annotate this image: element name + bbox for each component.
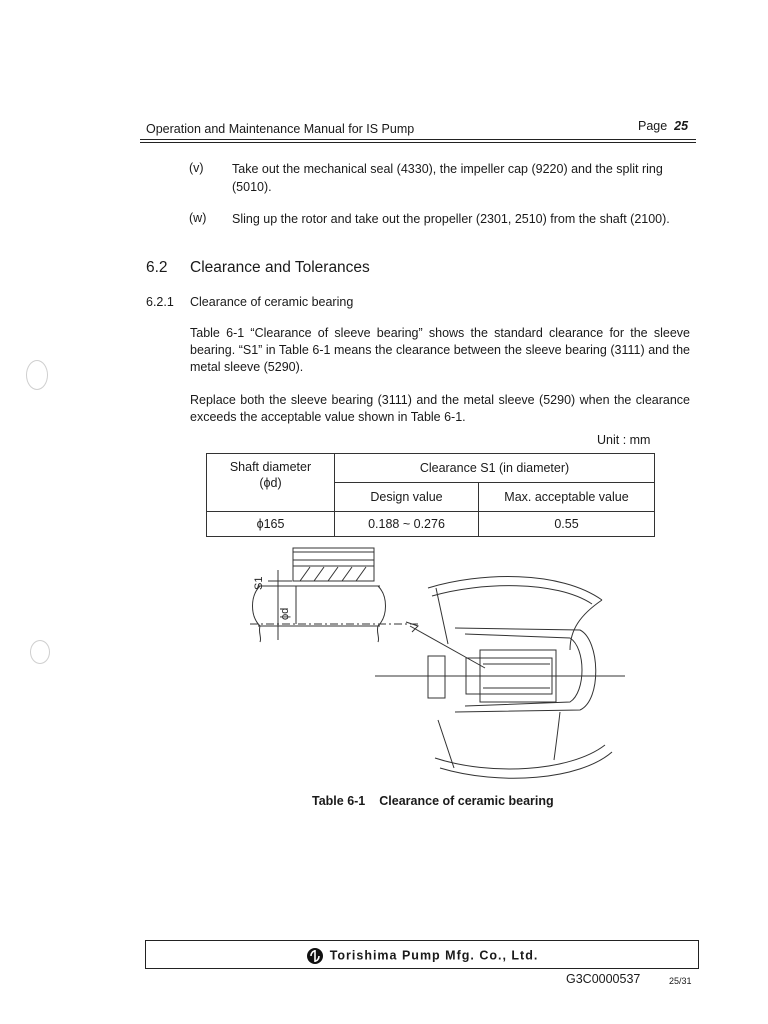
section-number: 6.2	[146, 259, 168, 276]
step-text	[232, 160, 692, 196]
punch-hole-mark	[26, 360, 48, 390]
table-cell: 0.55	[479, 512, 655, 537]
figure-label-s1: S1	[253, 576, 265, 590]
header-title: Operation and Maintenance Manual for IS Pump	[146, 122, 415, 136]
header-page	[638, 119, 688, 133]
step-line: (5010).	[232, 180, 272, 194]
punch-hole-mark	[30, 640, 50, 664]
step-text	[232, 210, 692, 228]
table-cell: ϕ165	[207, 512, 335, 537]
table-caption	[312, 794, 554, 808]
caption-number: Table 6-1	[312, 794, 366, 808]
table-header-subtext: (ϕd)	[259, 476, 282, 490]
table-header-group: Clearance S1 (in diameter)	[335, 454, 655, 483]
step-marker: (w)	[189, 211, 207, 225]
bearing-figure	[240, 540, 640, 790]
footer-company	[146, 947, 698, 965]
section-title: Clearance and Tolerances	[190, 259, 370, 276]
step-line: Sling up the rotor and take out the propeller (2301, 2510) from the shaft (2100).	[232, 212, 670, 226]
header-rule	[140, 142, 696, 143]
page-number: 25	[674, 119, 689, 133]
footer-box	[145, 940, 699, 969]
table-header-text: Shaft diameter	[229, 460, 312, 474]
page-label: Page	[638, 119, 668, 133]
page-count: 25/31	[669, 976, 692, 986]
table-cell: 0.188 ~ 0.276	[335, 512, 479, 537]
document-id: G3C0000537	[566, 972, 641, 986]
table-header-shaft	[207, 454, 335, 512]
paragraph: Table 6-1 “Clearance of sleeve bearing” shows the standard clearance for the sleeve bearing. “S1” in Table 6-1 means the clearance between the sleeve bearing (3111) and the metal sleeve (5290).	[190, 326, 690, 374]
unit-label: Unit : mm	[597, 433, 651, 447]
figure-label-phid: ϕd	[279, 607, 291, 620]
subsection-number: 6.2.1	[146, 295, 174, 309]
step-line: Take out the mechanical seal (4330), the impeller cap (9220) and the split ring	[232, 162, 663, 176]
paragraph: Replace both the sleeve bearing (3111) and the metal sleeve (5290) when the clearance exceeds the acceptable value shown in Table 6-1.	[190, 393, 690, 424]
caption-title: Clearance of ceramic bearing	[379, 794, 554, 808]
company-logo-icon	[306, 947, 324, 965]
header-rule	[140, 139, 696, 140]
company-name: Torishima Pump Mfg. Co., Ltd.	[329, 948, 539, 963]
step-marker: (v)	[189, 161, 204, 175]
table-subheader: Design value	[335, 483, 479, 512]
clearance-table	[206, 453, 655, 537]
table-subheader: Max. acceptable value	[479, 483, 655, 512]
subsection-title: Clearance of ceramic bearing	[190, 295, 354, 309]
